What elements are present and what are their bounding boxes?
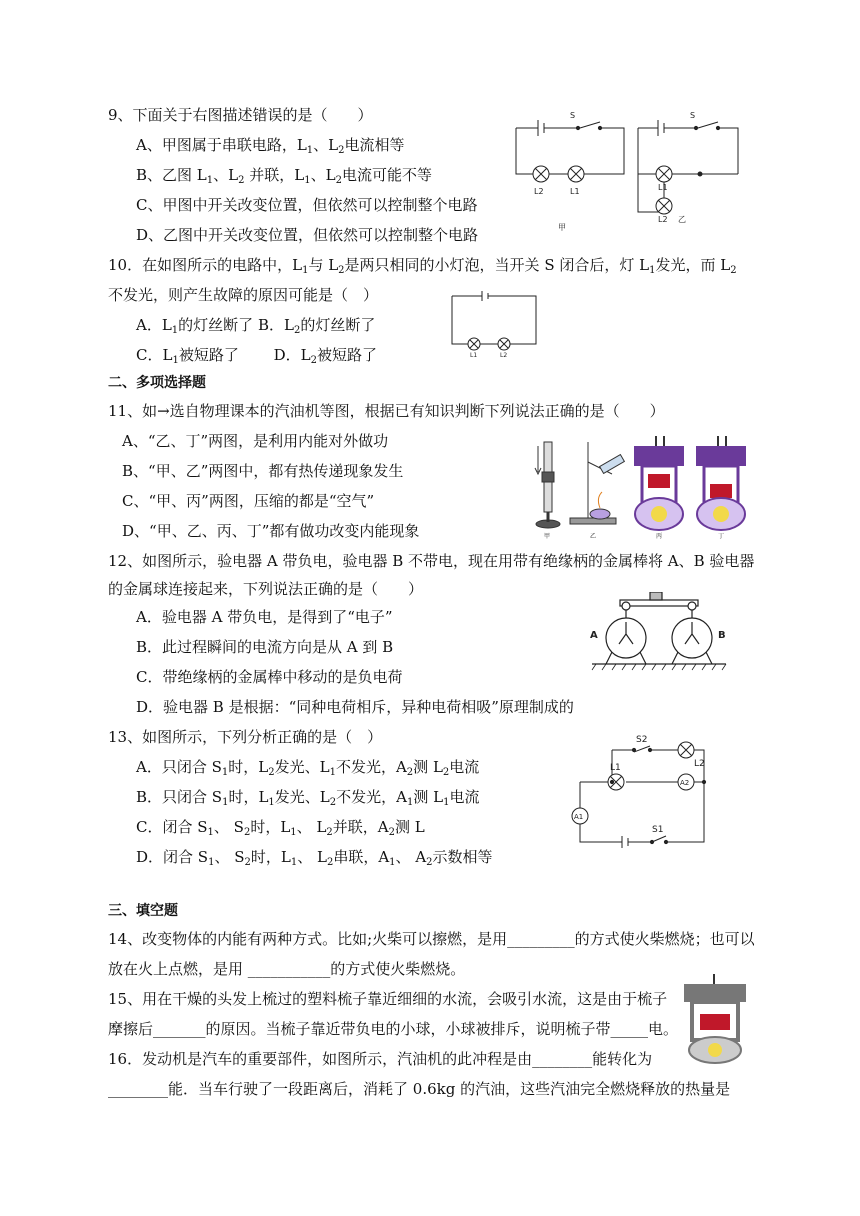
q9-fig-jia-label: 甲 [558, 223, 566, 232]
q9-fig-switch-label-2: S [690, 111, 696, 120]
q11-option-b: B、“甲、乙”两图中，都有热传递现象发生 [122, 462, 404, 480]
q10-circuit-figure [446, 290, 546, 360]
q13-option-d: D．闭合 $S_1$、 $S_2$时，$L_1$、 $L_2$串联，$A_1$、 $A_2$示数相等 [136, 848, 493, 868]
q13-fig-s2-label: S2 [636, 735, 648, 745]
q9-fig-yi-l1-label: L1 [658, 183, 668, 192]
q12-electroscope-figure [586, 592, 732, 674]
q10-fig-l1-label: L1 [470, 352, 478, 359]
q9-fig-switch-label: S [570, 111, 576, 120]
q13-fig-a1-label: A1 [574, 813, 584, 821]
q13-stem: 13、如图所示，下列分析正确的是（ ） [108, 728, 383, 746]
q13-fig-l1-label: L1 [610, 763, 621, 773]
q11-option-d: D、“甲、乙、丙、丁”都有做功改变内能现象 [122, 522, 420, 540]
q13-fig-l2-label: L2 [694, 759, 705, 769]
q9-option-a: A、甲图属于串联电路，$L_1$、$L_2$电流相等 [136, 136, 405, 156]
q11-fig-yi-label: 乙 [590, 533, 597, 540]
q13-option-b: B．只闭合 $S_1$时，$L_1$发光、$L_2$不发光，$A_1$测 $L_1$电流 [136, 788, 480, 808]
q11-fig-bing-label: 丙 [656, 533, 663, 540]
q15-line1: 15、用在干燥的头发上梳过的塑料梳子靠近细细的水流，会吸引水流，这是由于梳子 [108, 990, 668, 1008]
q12-fig-b-label: B [718, 630, 726, 641]
q9-option-c: C、甲图中开关改变位置，但依然可以控制整个电路 [136, 196, 478, 214]
q13-fig-a2-label: A2 [680, 779, 690, 787]
q9-circuit-figure [508, 108, 748, 238]
q11-option-a: A、“乙、丁”两图，是利用内能对外做功 [122, 432, 389, 450]
q13-fig-s1-label: S1 [652, 825, 664, 835]
q10-stem-line2: 不发光，则产生故障的原因可能是（ ） [108, 286, 379, 304]
q13-option-c: C．闭合 $S_1$、 $S_2$时，$L_1$、 $L_2$并联，$A_2$测 L [136, 818, 425, 838]
q12-stem-line2: 的金属球连接起来，下列说法正确的是（ ） [108, 580, 424, 598]
q11-fig-ding-label: 丁 [718, 533, 725, 540]
q16-line1: 16．发动机是汽车的重要部件，如图所示，汽油机的此冲程是由________能转化为 [108, 1050, 653, 1068]
q11-stem: 11、如→选自物理课本的汽油机等图，根据已有知识判断下列说法正确的是（ ） [108, 402, 665, 420]
q12-option-c: C．带绝缘柄的金属棒中移动的是负电荷 [136, 668, 403, 686]
q9-fig-l2-label: L2 [534, 187, 544, 196]
q13-circuit-figure [570, 730, 720, 848]
q12-option-b: B．此过程瞬间的电流方向是从 A 到 B [136, 638, 394, 656]
q9-option-b: B、乙图 $L_1$、$L_2$ 并联，$L_1$、$L_2$电流可能不等 [136, 166, 432, 186]
q12-fig-a-label: A [590, 630, 598, 641]
q12-option-a: A．验电器 A 带负电，是得到了“电子” [136, 608, 393, 626]
q16-line2: ________能．当车行驶了一段距离后，消耗了 0.6kg 的汽油，这些汽油完全燃烧释放的热量是 [108, 1080, 731, 1098]
q11-engine-figure [528, 432, 760, 542]
q13-option-a: A．只闭合 $S_1$时，$L_2$发光、$L_1$不发光，$A_2$测 $L_2$电流 [136, 758, 480, 778]
q9-fig-yi-label: 乙 [678, 215, 686, 224]
q14-line1: 14、改变物体的内能有两种方式。比如;火柴可以擦燃，是用_________的方式使火柴燃烧；也可以 [108, 930, 755, 948]
q10-stem-line1: 10．在如图所示的电路中，$L_1$与 $L_2$是两只相同的小灯泡，当开关 S 闭合后，灯 $L_1$发光，而 $L_2$ [108, 256, 737, 276]
q14-line2: 放在火上点燃，是用 ___________的方式使火柴燃烧。 [108, 960, 466, 978]
q15-line2: 摩擦后_______的原因。当梳子靠近带负电的小球，小球被排斥，说明梳子带_____电。 [108, 1020, 679, 1038]
q12-option-d: D．验电器 B 是根据：“同种电荷相斥，异种电荷相吸”原理制成的 [136, 698, 574, 716]
q11-option-c: C、“甲、丙”两图，压缩的都是“空气” [122, 492, 375, 510]
q9-option-d: D、乙图中开关改变位置，但依然可以控制整个电路 [136, 226, 479, 244]
q9-fig-l1-label: L1 [570, 187, 580, 196]
q10-options-cd: C．$L_1$被短路了 D．$L_2$被短路了 [136, 346, 377, 366]
q9-fig-yi-l2-label: L2 [658, 215, 668, 224]
q16-engine-figure [678, 972, 752, 1066]
q10-fig-l2-label: L2 [500, 352, 508, 359]
section-heading-fill-blank: 三、填空题 [108, 903, 178, 919]
q11-fig-jia-label: 甲 [544, 533, 551, 540]
q10-options-ab: A．$L_1$的灯丝断了 B．$L_2$的灯丝断了 [136, 316, 376, 336]
q9-stem: 9、下面关于右图描述错误的是（ ） [108, 106, 373, 124]
section-heading-multiple-choice: 二、多项选择题 [108, 375, 206, 391]
q12-stem-line1: 12、如图所示，验电器 A 带负电，验电器 B 不带电，现在用带有绝缘柄的金属棒将 A、B 验电器 [108, 552, 755, 570]
